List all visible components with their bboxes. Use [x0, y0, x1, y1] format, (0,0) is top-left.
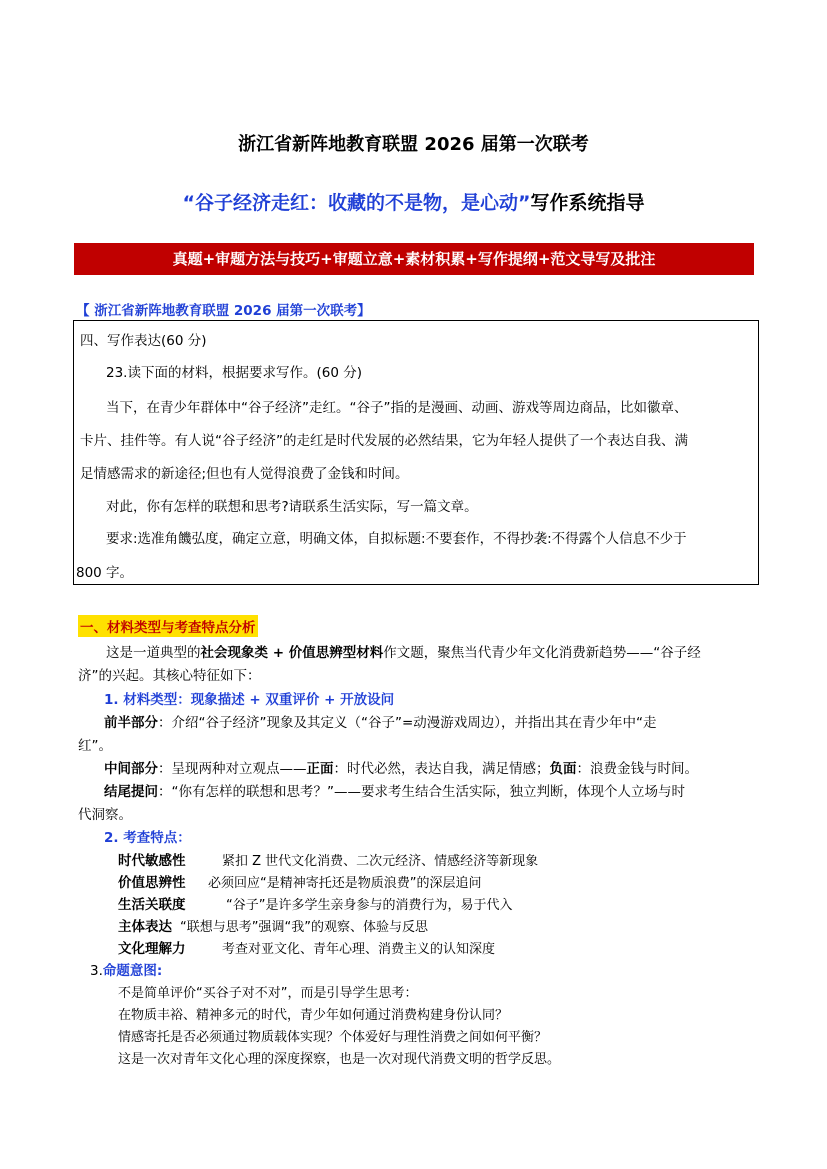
- feature-text: 必须回应“是精神寄托还是物质浪费”的深层追问: [208, 876, 482, 891]
- middle-label: 中间部分: [104, 761, 158, 777]
- front-part-line-2: 红”。: [78, 738, 112, 754]
- page-title: 浙江省新阵地教育联盟 2026 届第一次联考: [238, 134, 589, 155]
- ending-label: 结尾提问: [104, 784, 158, 800]
- negative-label: 负面: [549, 761, 577, 777]
- intro-text-a: 这是一道典型的: [106, 645, 201, 661]
- intent-line: 这是一次对青年文化心理的深度探察，也是一次对现代消费文明的哲学反思。: [118, 1052, 561, 1067]
- question-box: [73, 320, 759, 585]
- page-subtitle: [0, 188, 827, 215]
- task-line: 对此，你有怎样的联想和思考?请联系生活实际，写一篇文章。: [106, 499, 478, 515]
- front-text: ：介绍“谷子经济”现象及其定义（“谷子”=动漫游戏周边），并指出其在青少年中“走: [158, 715, 657, 731]
- positive-label: 正面: [306, 761, 334, 777]
- section1-title: 1. 材料类型：现象描述 + 双重评价 + 开放设问: [104, 692, 395, 708]
- feature-label: 生活关联度: [118, 897, 186, 913]
- intro-plus: +: [268, 645, 289, 661]
- feature-label: 价值思辨性: [118, 875, 186, 891]
- question-section: 四、写作表达(60 分): [80, 333, 207, 349]
- material-line-2: 卡片、挂件等。有人说“谷子经济”的走红是时代发展的必然结果，它为年轻人提供了一个表达自我、满: [80, 433, 688, 449]
- feature-row: [118, 893, 186, 913]
- intent-line: 在物质丰裕、精神多元的时代，青少年如何通过消费构建身份认同？: [118, 1008, 509, 1023]
- intro-text-c: 作文题，聚焦当代青少年文化消费新趋势——“谷子经: [383, 645, 701, 661]
- section3-number: 3.: [90, 963, 103, 979]
- topic-banner: 真题+审题方法与技巧+审题立意+素材积累+写作提纲+范文导写及批注: [74, 243, 754, 275]
- feature-text: 考查对亚文化、青年心理、消费主义的认知深度: [222, 942, 496, 957]
- intro-line-2: 济”的兴起。其核心特征如下：: [78, 668, 261, 684]
- subtitle-rest: 写作系统指导: [530, 192, 645, 214]
- question-number: 23.读下面的材料，根据要求写作。(60 分): [106, 365, 362, 381]
- requirement-line-2: 800 字。: [76, 565, 134, 581]
- feature-row: [118, 937, 186, 957]
- section2-title: 2. 考查特点：: [104, 830, 191, 846]
- ending-text: ：“你有怎样的联想和思考？”——要求考生结合生活实际，独立判断，体现个人立场与时: [158, 784, 685, 800]
- middle-text-a: ：呈现两种对立观点——: [158, 761, 307, 777]
- feature-text: 紧扣 Z 世代文化消费、二次元经济、情感经济等新现象: [222, 854, 539, 869]
- analysis-heading: 一、材料类型与考查特点分析: [78, 615, 258, 637]
- feature-row: [118, 871, 186, 891]
- intro-line-1: [106, 641, 701, 661]
- intro-bold-1: 社会现象类: [200, 645, 268, 661]
- material-line-1: 当下，在青少年群体中“谷子经济”走红。“谷子”指的是漫画、动画、游戏等周边商品，比如徽章、: [106, 400, 688, 416]
- intent-line: 不是简单评价“买谷子对不对”，而是引导学生思考：: [118, 986, 418, 1001]
- front-part-line-1: [104, 711, 657, 731]
- feature-text: “联想与思考”强调“我”的观察、体验与反思: [180, 920, 428, 935]
- feature-label: 文化理解力: [118, 941, 186, 957]
- subtitle-quote: “谷子经济走红：收藏的不是物，是心动”: [182, 192, 531, 214]
- ending-part-line-2: 代洞察。: [78, 807, 132, 823]
- section3-label: 命题意图:: [102, 963, 163, 979]
- ending-part-line-1: [104, 780, 685, 800]
- section3-title: [90, 959, 162, 979]
- feature-label: 时代敏感性: [118, 853, 186, 869]
- middle-text-b: ：时代必然，表达自我，满足情感；: [333, 761, 550, 777]
- feature-text: “谷子”是许多学生亲身参与的消费行为，易于代入: [226, 898, 513, 913]
- intro-bold-2: 价值思辨型材料: [288, 645, 384, 661]
- feature-label: 主体表达: [118, 919, 172, 935]
- intent-line: 情感寄托是否必须通过物质载体实现？个体爱好与理性消费之间如何平衡？: [118, 1030, 548, 1045]
- middle-text-c: ：浪费金钱与时间。: [576, 761, 698, 777]
- material-line-3: 足情感需求的新途径;但也有人觉得浪费了金钱和时间。: [80, 466, 409, 482]
- feature-row: [118, 915, 172, 935]
- feature-row: [118, 849, 186, 869]
- middle-part-line: [104, 757, 698, 777]
- source-heading: 【 浙江省新阵地教育联盟 2026 届第一次联考】: [76, 303, 371, 319]
- requirement-line-1: 要求:选准角饑弘度，确定立意，明确文体，自拟标题:不要套作，不得抄袭:不得露个人信息不少于: [106, 531, 687, 547]
- front-label: 前半部分: [104, 715, 158, 731]
